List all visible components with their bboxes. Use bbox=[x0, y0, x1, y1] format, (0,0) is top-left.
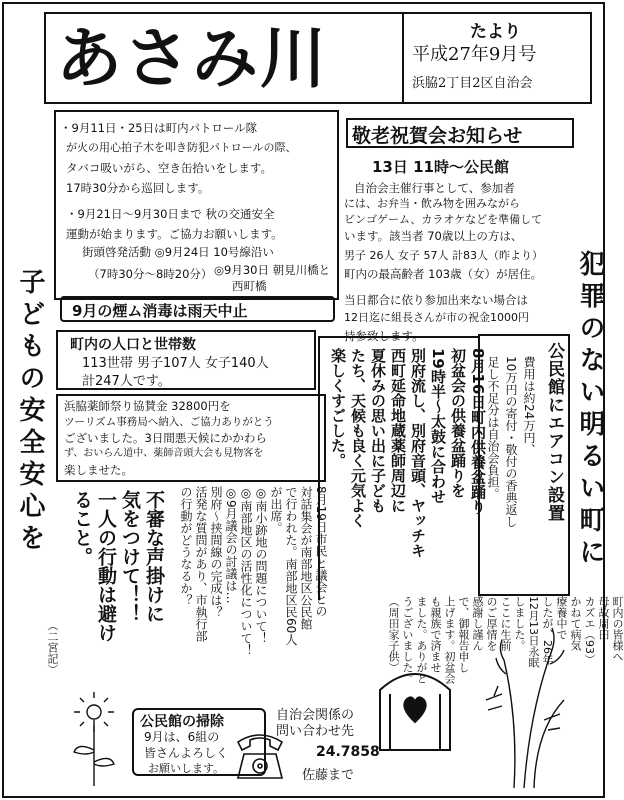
keiro-line-6: 町内の最高齢者 103歳（女）が居住。 bbox=[344, 267, 543, 281]
keiro-line-1: 自治会主催行事として、参加者 bbox=[354, 181, 515, 195]
masthead-issue: 平成27年9月号 bbox=[412, 44, 537, 65]
smoke-text: 9月の煙ム消毒は雨天中止 bbox=[72, 302, 248, 320]
pampas-grass-icon bbox=[474, 600, 570, 790]
keiro-line-7: 当日都合に依り参加出来ない場合は bbox=[344, 293, 528, 307]
contact-line-2: 問い合わせ先 bbox=[276, 724, 355, 739]
meeting-body: 8月19日市民と議会との 対話集会が南部地区公民館 で行われた。南部地区民60人 が出席。 ◎南小跡地の問題について！ ◎南部地区の活性化について！ ◎9月議会の討議は… 別府～挟間線の完成は？ 活発な質問があり、市執行部 の行動がどうなるか？ bbox=[179, 486, 328, 656]
lantern-heart-icon bbox=[370, 650, 460, 760]
festival-line-4: ず、おいらん道中、薬師音頭大会も見物客を bbox=[64, 448, 264, 459]
population-title: 町内の人口と世帯数 bbox=[70, 337, 196, 353]
patrol-line-3: タバコ吸いがら、空き缶拾いをします。 bbox=[66, 161, 272, 175]
contact-name: 佐藤まで bbox=[302, 768, 355, 783]
cleaning-line-3: お願いします。 bbox=[148, 762, 225, 775]
fushinsha-body: 不審な声掛けに 気をつけて！！ 一人の行動は避け ること。 bbox=[71, 490, 165, 642]
fushinsha-signed: （二宮記） bbox=[46, 620, 59, 675]
patrol-line-2: が火の用心拍子木を叩き防犯パトロールの際、 bbox=[66, 141, 297, 154]
traffic-line-4: （7時30分～8時20分） bbox=[88, 267, 213, 281]
contact-phone: 24.7858 bbox=[316, 744, 380, 760]
bon-body: 8月16日町内供養盆踊り 初盆会の供養盆踊りを 19時半～太鼓に合わせ 別府流し、別府音頭、ヤッチキ 西町延命地蔵薬師周辺に 夏休みの思い出に子ども たち、天候も良く元気よく 楽しくすごした。 bbox=[329, 348, 487, 558]
traffic-line-5: ◎9月30日 朝見川橋と bbox=[214, 263, 331, 277]
side-slogan-right: 犯罪のない明るい町に bbox=[575, 250, 605, 570]
keiro-line-8: 12日迄に組長さんが市の祝金1000円 bbox=[344, 311, 529, 324]
masthead-title: あさみ川 bbox=[56, 19, 328, 97]
population-line-1: 113世帯 男子107人 女子140人 bbox=[82, 356, 269, 371]
side-slogan-left: 子どもの安全安心を bbox=[15, 268, 45, 556]
aircon-body: 費用は約24万円、 10万円の寄付・敬付の香典返し 足し不足分は自治会負担。 bbox=[486, 356, 536, 528]
contact-line-1: 自治会関係の bbox=[276, 708, 355, 723]
keiro-line-2: には、お弁当・飲み物を囲みながら bbox=[344, 197, 520, 210]
masthead-publisher: 浜脇2丁目2区自治会 bbox=[412, 76, 533, 91]
festival-line-1: 浜脇薬師祭り協賛金 32800円を bbox=[64, 399, 231, 413]
patrol-line-1: ・9月11日・25日は町内パトロール隊 bbox=[60, 121, 258, 135]
cleaning-title: 公民館の掃除 bbox=[140, 714, 224, 730]
telephone-icon bbox=[232, 724, 288, 784]
keiro-line-3: ビンゴゲーム、カラオケなどを準備して bbox=[344, 213, 543, 226]
festival-line-2: ツーリズム事務局へ納入、ご協力ありがとう bbox=[64, 416, 274, 428]
traffic-line-1: ・9月21日～9月30日まで 秋の交通安全 bbox=[66, 207, 275, 221]
keiro-line-9: 持参致します。 bbox=[344, 329, 424, 343]
keiro-line-5: 男子 26人 女子 57人 計83人（昨より） bbox=[344, 249, 543, 262]
keiro-line-4: います。該当者 70歳以上の方は、 bbox=[344, 229, 523, 243]
traffic-line-6: 西町橋 bbox=[232, 279, 267, 293]
keiro-subtitle: 13日 11時～公民館 bbox=[372, 158, 509, 176]
keiro-title: 敬老祝賀会お知らせ bbox=[352, 125, 523, 147]
traffic-line-3: 街頭啓発活動 ◎9月24日 10号線沿い bbox=[82, 245, 274, 259]
masthead-label: たより bbox=[470, 22, 521, 42]
patrol-line-4: 17時30分から巡回します。 bbox=[66, 181, 210, 195]
condolence-body: 町内の皆様へ 母故周田 カズエ（93） かねて病気 療養中で したが、26年 12月13日永眠 しました。 ここに生前 のご厚情を 感謝し謹ん で、御報告申し 上げます。初盆会 も親族で済ませ ました。ありがと うございました。 （周田家子供） bbox=[387, 596, 624, 684]
flower-icon bbox=[66, 690, 122, 790]
population-line-2: 計247人です。 bbox=[82, 374, 171, 389]
cleaning-line-2: 皆さんよろしく bbox=[144, 746, 229, 760]
traffic-line-2: 運動が始まります。ご協力お願いします。 bbox=[66, 227, 283, 241]
festival-line-5: 楽しませた。 bbox=[64, 463, 133, 477]
festival-line-3: ございました。3日間悪天候にかかわら bbox=[64, 431, 267, 445]
aircon-title: 公民館にエアコン設置 bbox=[544, 342, 564, 522]
cleaning-line-1: 9月は、6組の bbox=[144, 730, 220, 744]
